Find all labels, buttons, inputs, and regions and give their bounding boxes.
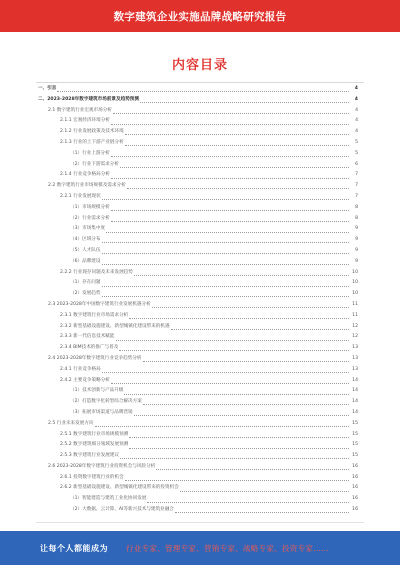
toc-entry[interactable]: [36, 462, 358, 473]
toc-entry-page: 14: [352, 388, 358, 394]
divider-bottom: [36, 522, 364, 523]
toc-leader-dots: [102, 286, 350, 287]
toc-leader-dots: [140, 102, 349, 103]
toc-entry-label: （4）区域分布: [70, 237, 101, 243]
toc-leader-dots: [113, 113, 349, 114]
toc-entry[interactable]: [36, 397, 358, 408]
toc-entry-label: 2.5.2 数字建筑细分领域发展预测: [60, 442, 129, 448]
toc-entry[interactable]: [36, 354, 358, 365]
toc-entry-page: 12: [352, 334, 358, 340]
toc-entry[interactable]: [36, 473, 358, 484]
toc-entry-page: 10: [352, 291, 358, 297]
divider-top: [36, 82, 364, 83]
toc-leader-dots: [134, 275, 349, 276]
toc-entry[interactable]: [36, 106, 358, 117]
toc-entry[interactable]: [36, 386, 358, 397]
toc-entry-label: 2.5 行业未来发展方向: [48, 420, 94, 426]
toc-entry[interactable]: [36, 203, 358, 214]
toc-entry[interactable]: [36, 181, 358, 192]
toc-entry-label: （2）行业下游需求分析: [70, 161, 119, 167]
toc-entry[interactable]: [36, 440, 358, 451]
toc-leader-dots: [120, 167, 349, 168]
header-banner: [0, 0, 400, 32]
toc-entry[interactable]: [36, 95, 358, 106]
toc-leader-dots: [111, 221, 349, 222]
toc-entry-label: （5）人才队伍: [70, 247, 101, 253]
toc-entry-label: （2）大数据、云计算、AI等新兴技术与建筑业融合: [70, 507, 174, 513]
toc-leader-dots: [106, 232, 349, 233]
toc-heading: 内容目录: [171, 58, 228, 73]
toc-leader-dots: [125, 480, 349, 481]
toc-entry-page: 7: [355, 172, 358, 178]
toc-entry-page: 9: [355, 258, 358, 264]
toc-entry-label: 2.1.1 宏观经济环境分析: [60, 118, 110, 124]
toc-entry-page: 4: [355, 107, 358, 113]
toc-entry-page: 6: [355, 161, 358, 167]
toc-entry-page: 4: [354, 86, 358, 91]
toc-entry[interactable]: [36, 300, 358, 311]
toc-entry-label: （1）行业上游分析: [70, 150, 110, 156]
toc-entry[interactable]: [36, 224, 358, 235]
toc-entry-page: 10: [352, 269, 358, 275]
toc-entry-page: 13: [352, 355, 358, 361]
toc-entry[interactable]: [36, 332, 358, 343]
toc-leader-dots: [102, 253, 350, 254]
toc-leader-dots: [152, 307, 349, 308]
toc-leader-dots: [102, 296, 350, 297]
toc-entry-page: 5: [355, 150, 358, 156]
toc-entry-page: 14: [352, 409, 358, 415]
toc-entry[interactable]: [36, 268, 358, 279]
toc-entry-label: 2.3 2023-2028年中国数字建筑行业发展机遇分析: [48, 301, 151, 307]
toc-leader-dots: [102, 264, 350, 265]
toc-leader-dots: [120, 458, 349, 459]
toc-leader-dots: [156, 469, 349, 470]
toc-entry[interactable]: [36, 127, 358, 138]
toc-entry[interactable]: [36, 170, 358, 181]
toc-leader-dots: [171, 329, 349, 330]
toc-leader-dots: [111, 383, 349, 384]
toc-entry[interactable]: [36, 505, 358, 516]
toc-entry-label: 2.6.2 新型基础设施建设、新型城镇化建设带来的投资机会: [60, 485, 179, 491]
footer-slogan: 让每个人都能成为: [40, 543, 108, 553]
toc-entry-label: （3）拓展市场渠道与品牌营销: [70, 409, 133, 415]
toc-leader-dots: [175, 512, 349, 513]
toc-leader-dots: [116, 340, 350, 341]
toc-entry-label: 2.4.1 行业竞争格局: [60, 366, 101, 372]
toc-entry-page: 9: [355, 237, 358, 243]
toc-entry-label: （1）市场规模分析: [70, 204, 110, 210]
toc-leader-dots: [143, 404, 349, 405]
toc-entry-label: 2.3.4 BIM技术的推广与普及: [60, 345, 119, 351]
toc-entry-page: 8: [355, 204, 358, 210]
toc-entry-label: （2）行业需求分析: [70, 215, 110, 221]
toc-entry-label: 2.2.1 行业发展现状: [60, 193, 101, 199]
toc-leader-dots: [143, 361, 349, 362]
toc-entry-page: 15: [352, 442, 358, 448]
toc-entry[interactable]: [36, 430, 358, 441]
toc-leader-dots: [57, 91, 349, 92]
toc-entry-page: 9: [355, 226, 358, 232]
toc-entry-label: （2）发展趋势: [70, 291, 101, 297]
toc-entry[interactable]: [36, 138, 358, 149]
toc-leader-dots: [102, 372, 349, 373]
toc-entry[interactable]: [36, 311, 358, 322]
toc-entry-page: 13: [352, 366, 358, 372]
toc-entry-page: 16: [352, 463, 358, 469]
toc-entry-page: 9: [355, 247, 358, 253]
toc-leader-dots: [111, 156, 349, 157]
toc-entry-label: 2.6 2023-2028年数字建筑行业投资机会与风险分析: [48, 463, 156, 469]
toc-entry-label: （2）打造数字化转型综合解决方案: [70, 399, 142, 405]
toc-leader-dots: [129, 437, 349, 438]
toc-entry-label: （1）存在问题: [70, 280, 101, 286]
toc-entry[interactable]: [36, 483, 358, 494]
toc-leader-dots: [134, 415, 349, 416]
toc-entry-label: 2.5.3 数字建筑行业发展建议: [60, 453, 120, 459]
toc-entry-label: 2.2.2 行业现存问题及未来发展趋势: [60, 269, 133, 275]
footer-tags: 行业专家、管理专家、营销专家、战略专家、投资专家……: [126, 543, 329, 553]
toc-entry[interactable]: [36, 419, 358, 430]
toc-entry-label: 2.1.2 行业发展政策及技术环境: [60, 129, 124, 135]
toc-entry-label: 2.1.4 行业竞争格局分析: [60, 172, 110, 178]
toc-leader-dots: [119, 350, 349, 351]
toc-entry[interactable]: [36, 160, 358, 171]
toc-entry[interactable]: [36, 192, 358, 203]
toc-entry-page: 13: [352, 345, 358, 351]
toc-entry-page: 16: [352, 485, 358, 491]
toc-entry-page: 11: [352, 301, 358, 307]
toc-entry[interactable]: [36, 235, 358, 246]
toc-entry[interactable]: [36, 322, 358, 333]
toc-entry-page: 11: [352, 312, 358, 318]
toc-entry-label: 2.5.1 数字建筑行业市场规模预测: [60, 431, 129, 437]
toc-entry-page: 7: [355, 193, 358, 199]
toc-entry[interactable]: [36, 494, 358, 505]
toc-entry[interactable]: [36, 149, 358, 160]
toc-leader-dots: [125, 145, 349, 146]
toc-leader-dots: [111, 124, 349, 125]
toc-entry-page: 15: [352, 420, 358, 426]
report-title: 数字建筑企业实施品牌战略研究报告: [113, 10, 287, 23]
toc-entry-page: 14: [352, 399, 358, 405]
toc-entry-page: 15: [352, 431, 358, 437]
toc-entry-page: 10: [352, 280, 358, 286]
footer-banner: [0, 531, 400, 565]
toc-entry-page: 12: [352, 323, 358, 329]
toc-entry[interactable]: [36, 246, 358, 257]
toc-entry-label: 一、引言: [38, 86, 57, 91]
toc-entry[interactable]: [36, 214, 358, 225]
toc-leader-dots: [124, 394, 349, 395]
toc-leader-dots: [125, 134, 349, 135]
toc-leader-dots: [129, 448, 349, 449]
toc-leader-dots: [129, 318, 349, 319]
toc-leader-dots: [111, 178, 349, 179]
toc-entry[interactable]: [36, 408, 358, 419]
toc-entry[interactable]: [36, 278, 358, 289]
toc-entry[interactable]: [36, 365, 358, 376]
toc-entry-page: 4: [355, 129, 358, 135]
toc-entry-page: 8: [355, 215, 358, 221]
toc-leader-dots: [102, 242, 350, 243]
toc-leader-dots: [180, 491, 349, 492]
toc-leader-dots: [127, 188, 349, 189]
toc-entry-label: 2.2 数字建筑行业市场规模及需求分析: [48, 183, 126, 189]
toc-entry[interactable]: [36, 451, 358, 462]
toc-entry-page: 15: [352, 453, 358, 459]
toc-entry-label: （3）市场集中度: [70, 226, 106, 232]
toc-entry-label: （1）技术创新与产品升级: [70, 388, 124, 394]
toc-entry-label: 2.3.1 数字建筑行业市场需求分析: [60, 312, 129, 318]
toc-leader-dots: [111, 210, 349, 211]
toc-leader-dots: [102, 199, 349, 200]
toc-entry-page: 16: [352, 507, 358, 513]
toc-entry-page: 4: [355, 118, 358, 124]
toc-entry-label: 2.3.3 新一代信息技术赋能: [60, 334, 115, 340]
toc-entry-label: 2.4.2 主要竞争策略分析: [60, 377, 110, 383]
toc-entry-label: 2.6.1 投资数字建筑行业的机会: [60, 474, 124, 480]
toc-entry-page: 4: [354, 96, 358, 102]
toc-entry[interactable]: [36, 84, 358, 95]
toc-entry[interactable]: [36, 257, 358, 268]
toc-leader-dots: [95, 426, 349, 427]
toc-entry-page: 16: [352, 496, 358, 502]
toc-entry-page: 7: [355, 183, 358, 189]
toc-entry[interactable]: [36, 289, 358, 300]
toc-entry[interactable]: [36, 116, 358, 127]
toc-entry-label: 2.4 2023-2028年数字建筑行业竞争趋势分析: [48, 355, 142, 361]
toc-entry-label: 2.1.3 行业的上下游产业链分析: [60, 139, 124, 145]
toc-entry-label: （6）品牌建设: [70, 258, 101, 264]
toc-entry-label: 2.1 数字建筑行业宏观市场分析: [48, 107, 112, 113]
toc-entry-page: 14: [352, 377, 358, 383]
table-of-contents: [36, 84, 358, 516]
toc-leader-dots: [147, 502, 349, 503]
toc-entry-page: 16: [352, 474, 358, 480]
toc-entry-page: 5: [355, 139, 358, 145]
toc-entry-label: 2.3.2 新型基础设施建设、新型城镇化建设带来的机遇: [60, 323, 170, 329]
toc-entry-label: （1）智能建造与建筑工业化协同发展: [70, 496, 147, 502]
toc-entry[interactable]: [36, 376, 358, 387]
toc-entry-label: 二、2023-2028年数字建筑市场前景及趋势预测: [38, 96, 139, 102]
toc-entry[interactable]: [36, 343, 358, 354]
